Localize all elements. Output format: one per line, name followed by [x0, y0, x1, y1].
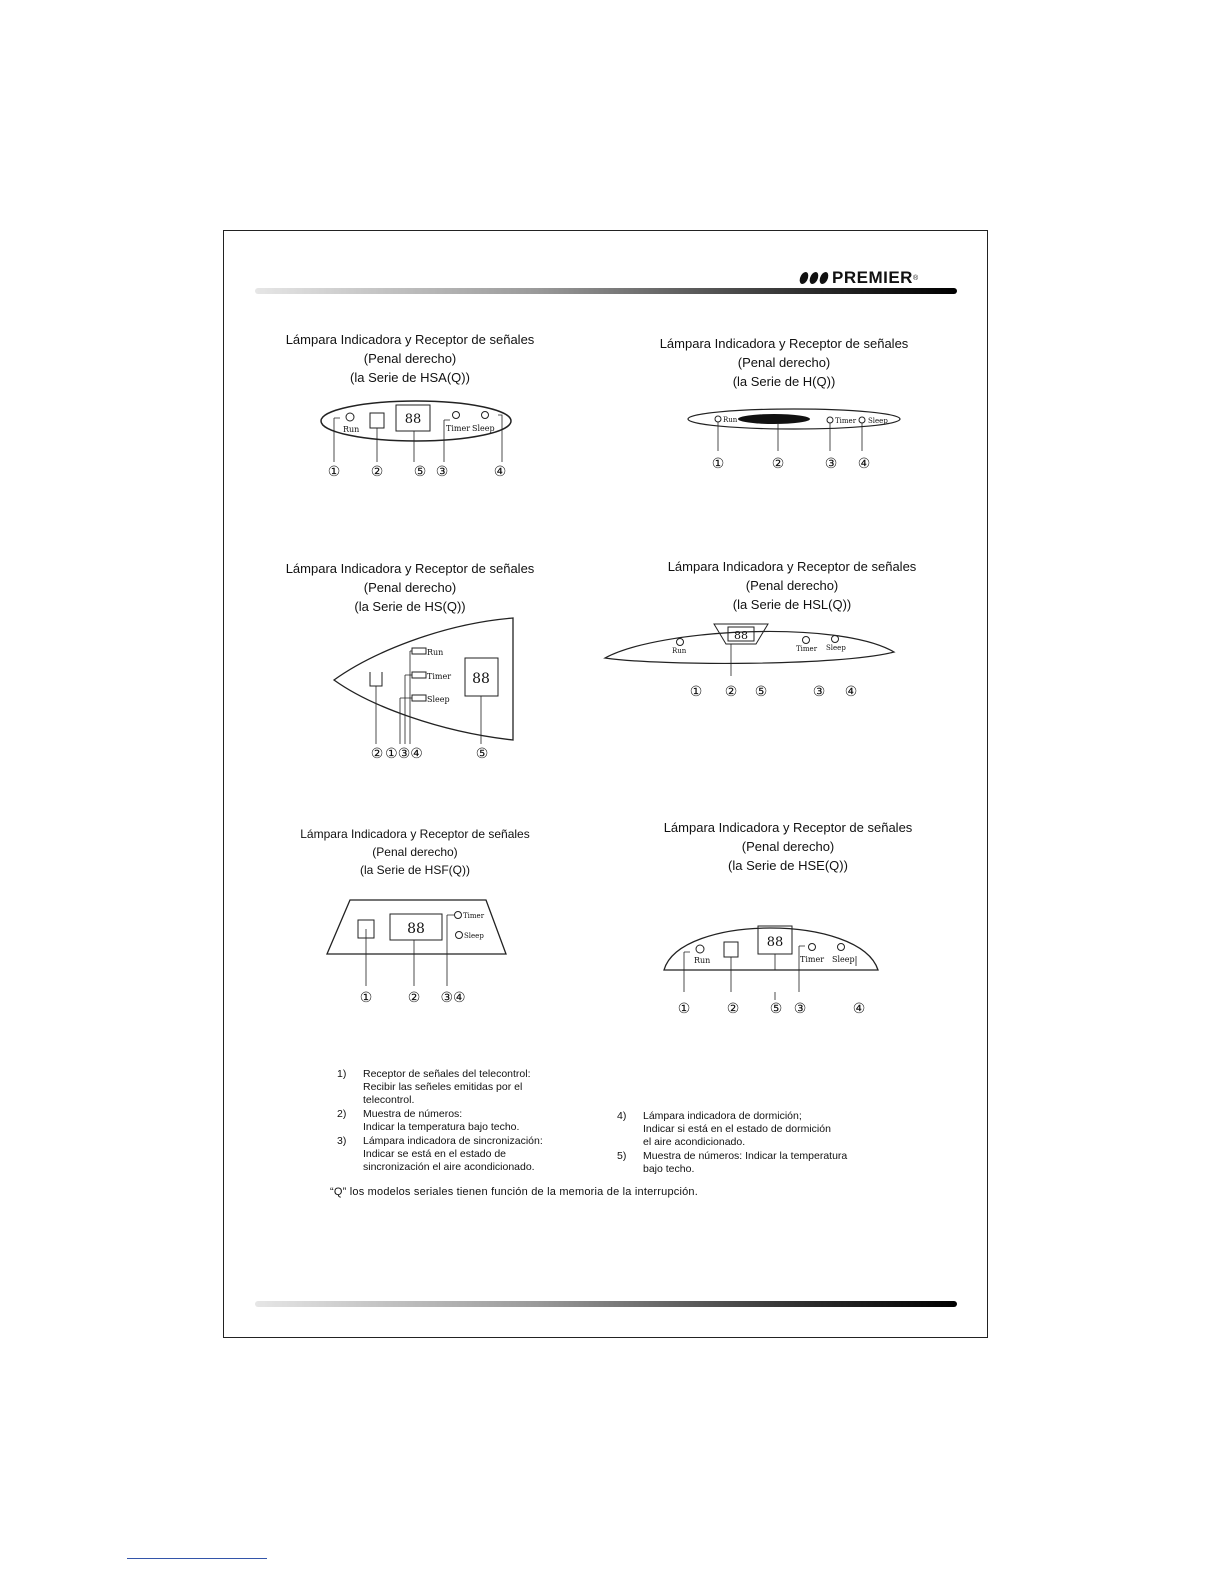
timer-lamp-icon [809, 944, 816, 951]
sleep-lamp-icon [838, 944, 845, 951]
note-line: Indicar si está en el estado de dormición [643, 1123, 831, 1135]
sleep-lamp-icon [456, 932, 463, 939]
callout-1: ① [359, 990, 373, 1006]
display-digits: 88 [734, 629, 748, 642]
signal-receiver-window [738, 414, 810, 424]
signal-receiver [724, 942, 738, 957]
callout-2: ② [407, 990, 421, 1006]
callout-1: ① [689, 684, 703, 700]
note-line: Lámpara indicadora de dormición; [643, 1110, 802, 1122]
run-label: Run [672, 647, 687, 655]
panel-subtitle: (Penal derecho) [737, 355, 831, 370]
callout-5: ⑤ [413, 464, 427, 480]
note-4 [617, 1110, 917, 1149]
panel-h-diagram [686, 403, 906, 475]
panel-hsa-heading [260, 330, 560, 387]
note-line: Recibir las señeles emitidas por el [363, 1081, 523, 1093]
notes-right [617, 1110, 917, 1177]
callout-2: ② [724, 684, 738, 700]
display-digits: 88 [407, 921, 425, 937]
callout-2: ② [370, 464, 384, 480]
sleep-lamp-icon [482, 412, 489, 419]
panel-series: (la Serie de HSA(Q)) [350, 370, 470, 385]
callout-4: ④ [857, 456, 871, 472]
signal-receiver [370, 672, 382, 686]
run-label: Run [427, 648, 444, 657]
note-number: 4) [617, 1110, 627, 1122]
note-line: Lámpara indicadora de sincronización: [363, 1135, 543, 1147]
panel-subtitle: (Penal derecho) [745, 578, 839, 593]
signal-receiver [370, 413, 384, 428]
note-line: Receptor de señales del telecontrol: [363, 1068, 531, 1080]
panel-h-heading [634, 334, 934, 391]
panel-title: Lámpara Indicadora y Receptor de señales [300, 827, 530, 841]
note-line: Indicar la temperatura bajo techo. [363, 1121, 520, 1133]
panel-hs-heading [262, 559, 558, 616]
timer-lamp-icon [453, 412, 460, 419]
run-lamp-icon [677, 639, 684, 646]
sleep-label: Sleep [472, 424, 495, 433]
timer-label: Timer [446, 424, 471, 433]
notes-left [337, 1068, 597, 1175]
bottom-link-underline [127, 1558, 267, 1559]
panel-title: Lámpara Indicadora y Receptor de señales [667, 559, 917, 574]
panel-series: (la Serie de HSF(Q)) [359, 863, 471, 877]
panel-hsf-diagram [322, 896, 512, 1012]
sleep-label: Sleep [826, 644, 846, 652]
panel-series: (la Serie de HSE(Q)) [728, 858, 848, 873]
note-2 [337, 1108, 597, 1134]
panel-outline [605, 631, 894, 663]
panel-title: Lámpara Indicadora y Receptor de señales [663, 820, 913, 835]
note-line: el aire acondicionado. [643, 1136, 746, 1148]
run-label: Run [343, 425, 360, 434]
panel-hse-diagram [660, 912, 882, 1022]
run-lamp-icon [412, 648, 426, 654]
callout-2: ② [726, 1001, 740, 1017]
panel-title: Lámpara Indicadora y Receptor de señales [659, 336, 909, 351]
sleep-lamp-icon [832, 636, 839, 643]
callout-4: ④ [852, 1001, 866, 1017]
timer-lamp-icon [827, 417, 833, 423]
sleep-lamp-icon [412, 695, 426, 701]
callout-2: ② [370, 746, 384, 762]
run-label: Run [723, 416, 738, 424]
note-number: 3) [337, 1135, 347, 1147]
callout-2: ② [771, 456, 785, 472]
note-number: 5) [617, 1150, 627, 1162]
top-rule [255, 288, 957, 294]
panel-series: (la Serie de HS(Q)) [354, 599, 466, 614]
callout-1: ① [677, 1001, 691, 1017]
display-digits: 88 [766, 935, 784, 950]
callout-5: ⑤ [754, 684, 768, 700]
callout-1: ① [327, 464, 341, 480]
callout-3: ③ [824, 456, 838, 472]
panel-title: Lámpara Indicadora y Receptor de señales [285, 561, 535, 576]
note-3 [337, 1135, 597, 1174]
panel-subtitle: (Penal derecho) [372, 845, 458, 859]
note-number: 2) [337, 1108, 347, 1120]
brand-dots-icon [800, 272, 828, 284]
display-digits: 88 [472, 671, 490, 687]
sleep-label: Sleep [464, 932, 484, 940]
callout-4: ④ [493, 464, 507, 480]
panel-title: Lámpara Indicadora y Receptor de señales [285, 332, 535, 347]
panel-subtitle: (Penal derecho) [363, 351, 457, 366]
timer-lamp-icon [455, 912, 462, 919]
timer-label: Timer [463, 912, 485, 920]
callout-3: ③ [793, 1001, 807, 1017]
sleep-label: Sleep [427, 695, 450, 704]
note-line: bajo techo. [643, 1163, 695, 1175]
timer-lamp-icon [803, 637, 810, 644]
panel-subtitle: (Penal derecho) [363, 580, 457, 595]
note-number: 1) [337, 1068, 347, 1080]
run-label: Run [694, 956, 711, 965]
panel-hse-heading [638, 818, 938, 875]
sleep-label: Sleep [868, 417, 888, 425]
panel-hsf-heading [280, 825, 550, 879]
callout-3-4: ③④ [440, 990, 466, 1006]
display-digits: 88 [404, 412, 422, 427]
timer-label: Timer [427, 672, 452, 681]
run-lamp-icon [346, 413, 354, 421]
timer-lamp-icon [412, 672, 426, 678]
panel-hsa-diagram [310, 392, 530, 484]
callout-5: ⑤ [475, 746, 489, 762]
timer-label: Timer [796, 645, 818, 653]
run-lamp-icon [696, 945, 704, 953]
note-line: Muestra de números: [363, 1108, 463, 1120]
note-line: Indicar se está en el estado de [363, 1148, 507, 1160]
note-5 [617, 1150, 917, 1176]
brand-name: PREMIER [832, 268, 913, 287]
note-1 [337, 1068, 597, 1107]
run-lamp-icon [715, 416, 721, 422]
callout-3: ③ [435, 464, 449, 480]
timer-label: Timer [835, 417, 857, 425]
note-line: telecontrol. [363, 1094, 415, 1106]
panel-series: (la Serie de H(Q)) [732, 374, 836, 389]
sleep-label: Sleep [832, 955, 855, 964]
panel-subtitle: (Penal derecho) [741, 839, 835, 854]
memory-function-note: “Q” los modelos seriales tienen función de la memoria de la interrupción. [330, 1186, 698, 1198]
sleep-lamp-icon [859, 417, 865, 423]
brand-logo [800, 268, 918, 288]
bottom-rule [255, 1301, 957, 1307]
callout-4: ④ [844, 684, 858, 700]
callout-1: ① [711, 456, 725, 472]
panel-hsl-heading [643, 557, 941, 614]
panel-series: (la Serie de HSL(Q)) [732, 597, 852, 612]
brand-mark: ® [912, 274, 919, 282]
note-line: Muestra de números: Indicar la temperatura [643, 1150, 848, 1162]
callout-3: ③ [812, 684, 826, 700]
note-line: sincronización el aire acondicionado. [363, 1161, 535, 1173]
panel-hsl-diagram [600, 620, 900, 702]
callout-5: ⑤ [769, 1001, 783, 1017]
panel-hs-diagram [330, 614, 520, 764]
callout-1-3-4: ①③④ [385, 746, 423, 762]
timer-label: Timer [800, 955, 825, 964]
